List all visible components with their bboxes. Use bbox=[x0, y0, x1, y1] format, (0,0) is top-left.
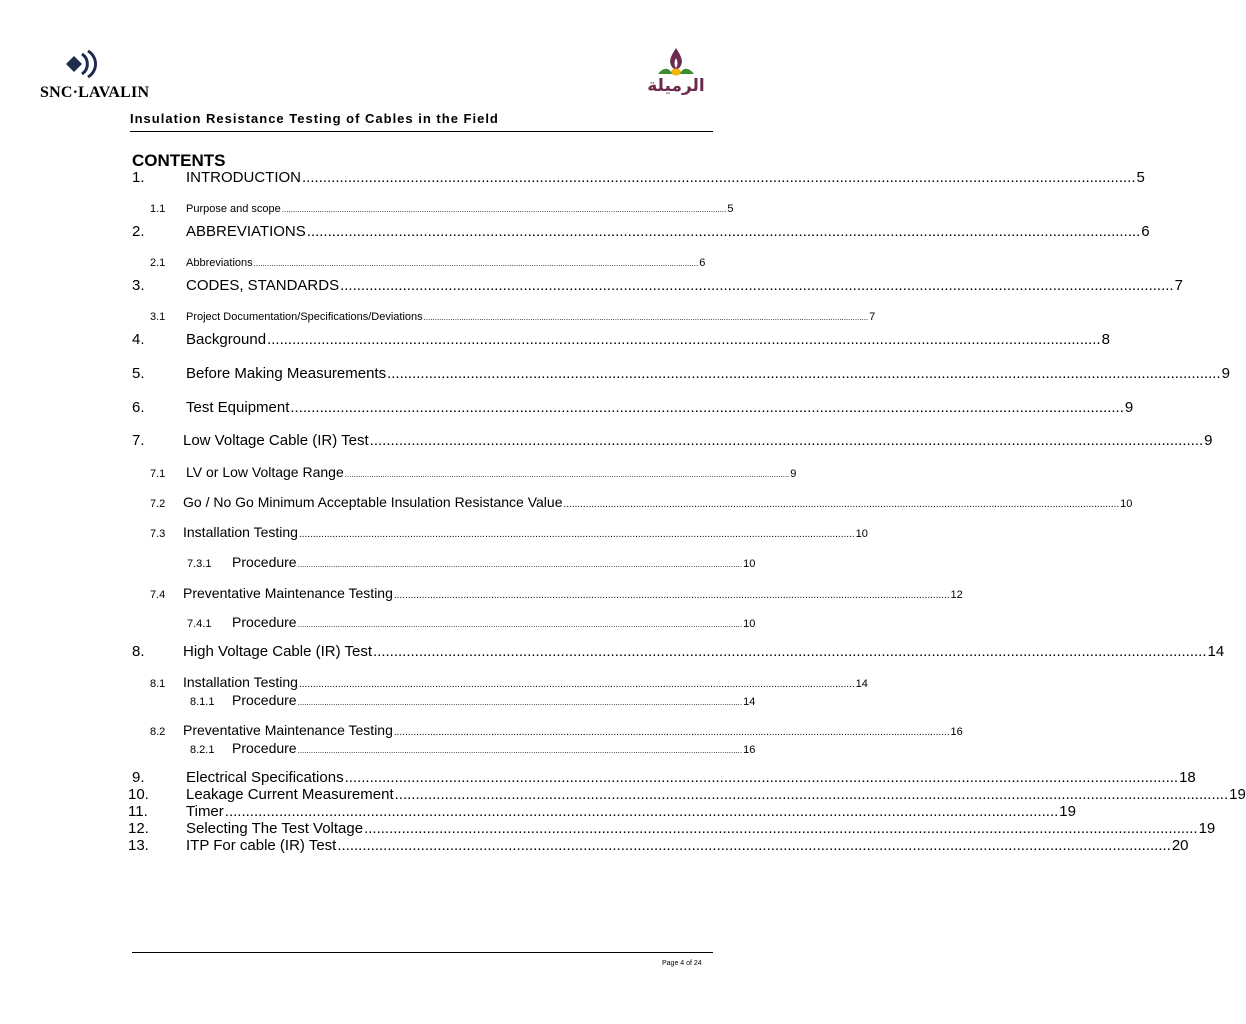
toc-entry-number: 1. bbox=[132, 169, 145, 186]
toc-entry-page: 5 bbox=[727, 203, 734, 215]
toc-entry-page: 10 bbox=[1120, 498, 1133, 510]
toc-entry-number: 7.3 bbox=[150, 528, 166, 540]
toc-entry-page: 14 bbox=[1207, 643, 1225, 660]
toc-entry[interactable] bbox=[132, 769, 1196, 786]
toc-entry-number: 8.2 bbox=[150, 726, 166, 738]
toc-entry[interactable] bbox=[132, 277, 1183, 294]
toc-entry-page: 5 bbox=[1136, 169, 1145, 186]
toc-entry-number: 2. bbox=[132, 223, 145, 240]
toc-entry-number: 3. bbox=[132, 277, 145, 294]
toc-leader-dots: ........................................................................................................................................................................................................ bbox=[340, 277, 1174, 294]
toc-entry-page: 6 bbox=[1141, 223, 1150, 240]
toc-entry-page: 14 bbox=[855, 678, 868, 690]
toc-entry-number: 7.1 bbox=[150, 468, 166, 480]
toc-leader-dots: ........................................................................................................................................................................................................ bbox=[387, 365, 1221, 382]
toc-entry-title: Background bbox=[186, 331, 267, 348]
toc-entry-title: CODES, STANDARDS bbox=[186, 277, 340, 294]
toc-entry-title: Low Voltage Cable (IR) Test bbox=[183, 432, 369, 449]
toc-entry-number: 3.1 bbox=[150, 311, 166, 323]
toc-entry-page: 10 bbox=[743, 558, 756, 570]
toc-entry[interactable] bbox=[187, 614, 756, 630]
toc-leader-dots: ........................................................................................................................................................................................................ bbox=[253, 259, 699, 268]
toc-entry-title: Installation Testing bbox=[183, 674, 298, 690]
toc-entry-page: 19 bbox=[1198, 820, 1216, 837]
toc-leader-dots: ........................................................................................................................................................................................................ bbox=[281, 205, 727, 214]
toc-entry[interactable] bbox=[132, 365, 1230, 382]
toc-leader-dots: ........................................................................................................................................................................................................ bbox=[369, 432, 1204, 449]
toc-entry-title: Procedure bbox=[232, 692, 297, 708]
toc-leader-dots: ........................................................................................................................................................................................................ bbox=[297, 620, 743, 629]
toc-entry-title: Procedure bbox=[232, 740, 297, 756]
toc-entry-page: 19 bbox=[1059, 803, 1076, 820]
toc-leader-dots: ........................................................................................................................................................................................................ bbox=[423, 313, 869, 322]
toc-entry-number: 5. bbox=[132, 365, 145, 382]
toc-entry-page: 8 bbox=[1101, 331, 1110, 348]
toc-entry[interactable] bbox=[128, 786, 1246, 803]
toc-entry-number: 8.1 bbox=[150, 678, 166, 690]
toc-entry[interactable] bbox=[132, 432, 1213, 449]
toc-entry-number: 10. bbox=[128, 786, 149, 803]
toc-leader-dots: ........................................................................................................................................................................................................ bbox=[393, 727, 950, 738]
toc-leader-dots: ........................................................................................................................................................................................................ bbox=[394, 786, 1229, 803]
toc-leader-dots: ........................................................................................................................................................................................................ bbox=[224, 803, 1059, 820]
toc-entry-number: 7.4 bbox=[150, 589, 166, 601]
toc-leader-dots: ........................................................................................................................................................................................................ bbox=[306, 223, 1141, 240]
toc-entry-page: 9 bbox=[1204, 432, 1213, 449]
toc-entry[interactable] bbox=[128, 803, 1076, 820]
toc-leader-dots: ........................................................................................................................................................................................................ bbox=[297, 746, 743, 755]
toc-entry[interactable] bbox=[150, 674, 868, 690]
toc-entry[interactable] bbox=[128, 837, 1189, 854]
toc-entry-number: 8.1.1 bbox=[190, 696, 215, 708]
toc-entry[interactable] bbox=[150, 203, 734, 215]
toc-entry-title: Preventative Maintenance Testing bbox=[183, 585, 393, 601]
toc-entry-number: 2.1 bbox=[150, 257, 166, 269]
toc-leader-dots: ........................................................................................................................................................................................................ bbox=[302, 169, 1136, 186]
toc-entry-number: 7.4.1 bbox=[187, 618, 212, 630]
toc-entry-title: Electrical Specifications bbox=[186, 769, 344, 786]
toc-entry-page: 9 bbox=[1221, 365, 1230, 382]
toc-entry-page: 10 bbox=[743, 618, 756, 630]
toc-entry[interactable] bbox=[190, 692, 756, 708]
toc-entry-page: 10 bbox=[855, 528, 868, 540]
toc-entry[interactable] bbox=[150, 464, 797, 480]
toc-entry-number: 12. bbox=[128, 820, 149, 837]
toc-entry-title: Selecting The Test Voltage bbox=[186, 820, 364, 837]
toc-leader-dots: ........................................................................................................................................................................................................ bbox=[297, 560, 743, 569]
toc-entry-page: 6 bbox=[699, 257, 706, 269]
toc-entry-title: Before Making Measurements bbox=[186, 365, 387, 382]
toc-entry-title: Go / No Go Minimum Acceptable Insulation Resistance Value bbox=[183, 494, 563, 510]
toc-entry-number: 11. bbox=[128, 803, 148, 820]
toc-entry[interactable] bbox=[132, 223, 1150, 240]
toc-entry-number: 7.3.1 bbox=[187, 558, 212, 570]
toc-entry-title: Purpose and scope bbox=[186, 203, 281, 215]
toc-leader-dots: ........................................................................................................................................................................................................ bbox=[297, 698, 743, 707]
toc-entry-page: 16 bbox=[743, 744, 756, 756]
toc-entry-page: 14 bbox=[743, 696, 756, 708]
toc-entry-title: ITP For cable (IR) Test bbox=[186, 837, 337, 854]
toc-leader-dots: ........................................................................................................................................................................................................ bbox=[298, 529, 855, 540]
toc-entry-page: 20 bbox=[1171, 837, 1189, 854]
toc-entry-page: 16 bbox=[950, 726, 963, 738]
toc-entry-number: 7. bbox=[132, 432, 145, 449]
snc-lavalin-logo-text: SNC·LAVALIN bbox=[40, 84, 150, 101]
toc-entry[interactable] bbox=[132, 399, 1134, 416]
toc-entry[interactable] bbox=[150, 494, 1133, 510]
toc-entry[interactable] bbox=[150, 257, 706, 269]
toc-entry-title: Installation Testing bbox=[183, 524, 298, 540]
toc-entry-page: 9 bbox=[1124, 399, 1134, 416]
toc-entry-title: Abbreviations bbox=[186, 257, 253, 269]
document-title: Insulation Resistance Testing of Cables in the Field bbox=[130, 111, 499, 126]
toc-entry-number: 6. bbox=[132, 399, 145, 416]
toc-entry-number: 8.2.1 bbox=[190, 744, 215, 756]
toc-entry-number: 8. bbox=[132, 643, 145, 660]
toc-entry[interactable] bbox=[128, 820, 1216, 837]
toc-entry-title: Procedure bbox=[232, 554, 297, 570]
toc-leader-dots: ........................................................................................................................................................................................................ bbox=[298, 679, 855, 690]
toc-leader-dots: ........................................................................................................................................................................................................ bbox=[364, 820, 1198, 837]
toc-entry-page: 7 bbox=[869, 311, 876, 323]
toc-entry-title: INTRODUCTION bbox=[186, 169, 301, 186]
toc-entry-page: 7 bbox=[1174, 277, 1183, 294]
toc-leader-dots: ........................................................................................................................................................................................................ bbox=[290, 399, 1124, 416]
toc-leader-dots: ........................................................................................................................................................................................................ bbox=[563, 499, 1120, 510]
toc-entry[interactable] bbox=[190, 740, 756, 756]
toc-entry-title: Leakage Current Measurement bbox=[186, 786, 394, 803]
toc-entry[interactable] bbox=[132, 331, 1110, 348]
toc-entry-title: High Voltage Cable (IR) Test bbox=[183, 643, 372, 660]
toc-entry[interactable] bbox=[132, 169, 1145, 186]
toc-leader-dots: ........................................................................................................................................................................................................ bbox=[344, 470, 790, 479]
toc-leader-dots: ........................................................................................................................................................................................................ bbox=[373, 643, 1207, 660]
toc-entry-page: 18 bbox=[1179, 769, 1196, 786]
toc-entry-title: Project Documentation/Specifications/Deviations bbox=[186, 311, 423, 323]
contents-heading: CONTENTS bbox=[132, 151, 226, 170]
toc-entry[interactable] bbox=[150, 585, 963, 601]
toc-leader-dots: ........................................................................................................................................................................................................ bbox=[393, 590, 950, 601]
toc-leader-dots: ........................................................................................................................................................................................................ bbox=[337, 837, 1171, 854]
toc-entry-title: ABBREVIATIONS bbox=[186, 223, 306, 240]
toc-leader-dots: ........................................................................................................................................................................................................ bbox=[267, 331, 1101, 348]
footer-divider bbox=[132, 952, 713, 953]
toc-entry-title: Procedure bbox=[232, 614, 297, 630]
toc-entry-title: Timer bbox=[186, 803, 224, 820]
toc-entry[interactable] bbox=[132, 643, 1225, 660]
toc-entry-title: LV or Low Voltage Range bbox=[186, 464, 344, 480]
toc-entry-page: 19 bbox=[1229, 786, 1246, 803]
rumaila-logo-text: الرميلة bbox=[647, 76, 705, 96]
toc-entry[interactable] bbox=[150, 722, 963, 738]
toc-entry-page: 9 bbox=[790, 468, 797, 480]
toc-entry[interactable] bbox=[150, 524, 868, 540]
toc-entry-number: 1.1 bbox=[150, 203, 166, 215]
toc-entry-number: 9. bbox=[132, 769, 145, 786]
page-number: Page 4 of 24 bbox=[662, 960, 702, 967]
toc-entry[interactable] bbox=[150, 311, 876, 323]
toc-entry-title: Test Equipment bbox=[186, 399, 290, 416]
toc-entry-number: 13. bbox=[128, 837, 149, 854]
toc-entry[interactable] bbox=[187, 554, 756, 570]
toc-entry-page: 12 bbox=[950, 589, 963, 601]
toc-leader-dots: ........................................................................................................................................................................................................ bbox=[344, 769, 1179, 786]
toc-entry-number: 7.2 bbox=[150, 498, 166, 510]
toc-entry-title: Preventative Maintenance Testing bbox=[183, 722, 393, 738]
toc-entry-number: 4. bbox=[132, 331, 145, 348]
